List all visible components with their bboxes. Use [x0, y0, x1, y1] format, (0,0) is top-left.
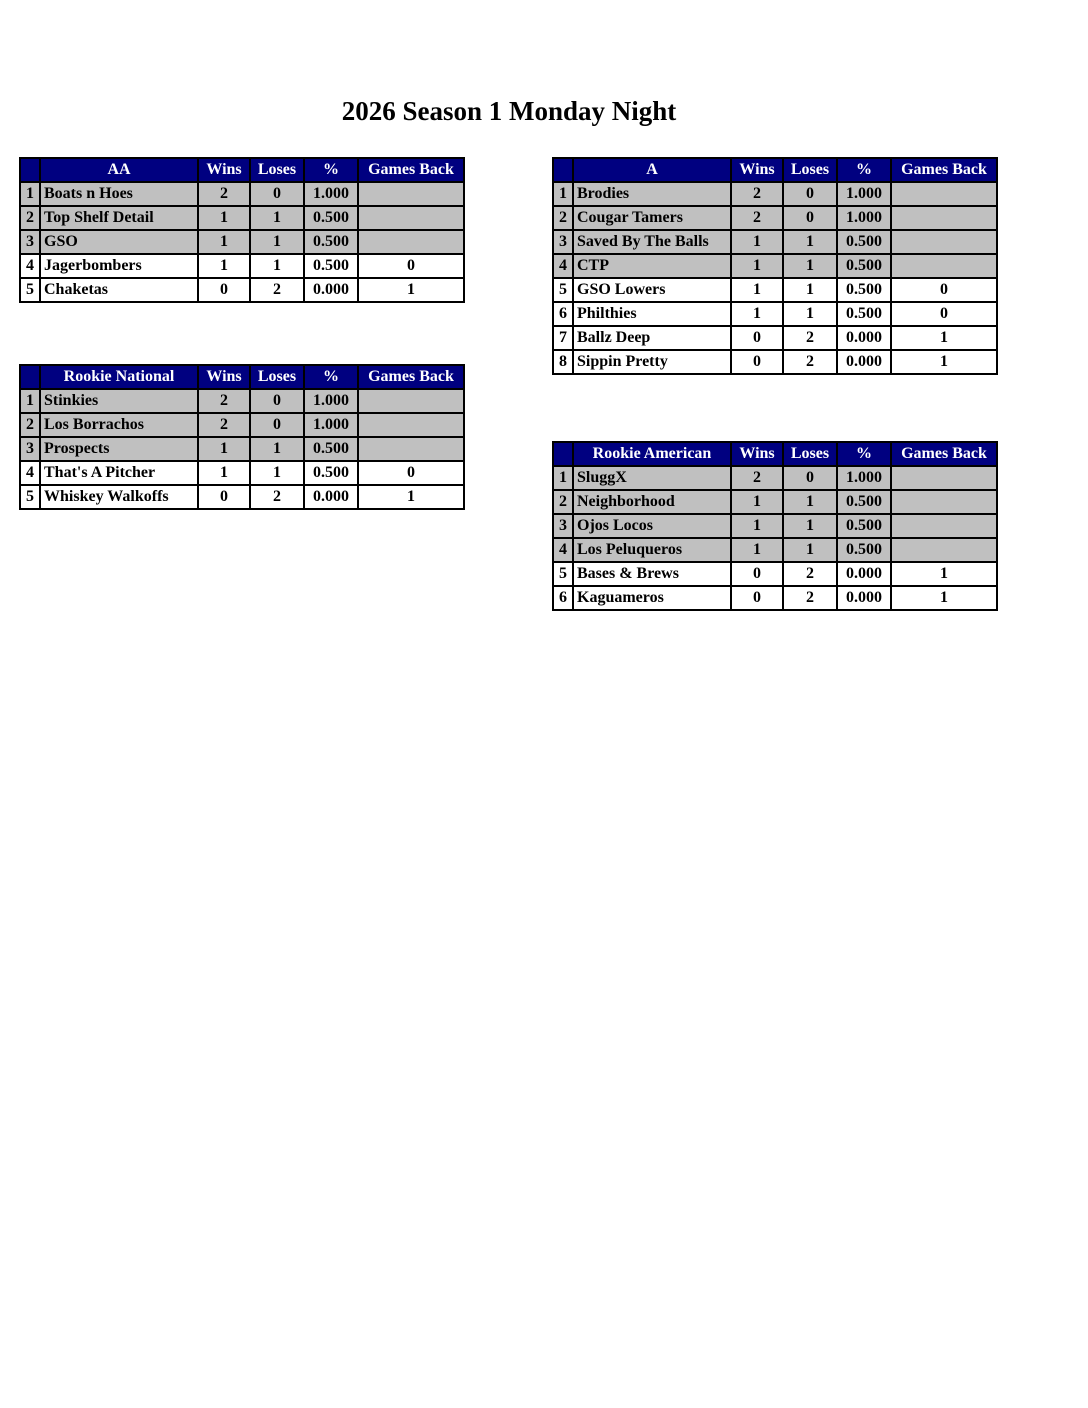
- games-back-cell: [358, 230, 464, 254]
- rank-cell: 5: [20, 278, 40, 302]
- team-name-cell: That's A Pitcher: [40, 461, 198, 485]
- page-title: 2026 Season 1 Monday Night: [341, 96, 677, 126]
- loses-cell: 2: [250, 485, 304, 509]
- team-name-cell: Cougar Tamers: [573, 206, 731, 230]
- table-row: [20, 182, 464, 206]
- wins-cell: 1: [198, 461, 250, 485]
- wins-cell: 1: [731, 230, 783, 254]
- games-back-cell: [891, 206, 997, 230]
- wins-cell: 2: [731, 206, 783, 230]
- table-row: [553, 278, 997, 302]
- loses-cell: 2: [783, 326, 837, 350]
- loses-cell: 2: [250, 278, 304, 302]
- pct-cell: 0.500: [837, 302, 891, 326]
- loses-cell: 1: [783, 230, 837, 254]
- loses-cell: 0: [250, 389, 304, 413]
- rank-cell: 4: [553, 254, 573, 278]
- loses-cell: 1: [250, 230, 304, 254]
- games-back-column-header: Games Back: [358, 365, 464, 389]
- rank-cell: 4: [20, 254, 40, 278]
- table-row: [553, 466, 997, 490]
- rank-cell: 2: [20, 413, 40, 437]
- games-back-cell: 0: [891, 302, 997, 326]
- pct-cell: 1.000: [837, 206, 891, 230]
- rank-cell: 7: [553, 326, 573, 350]
- division-name-header: Rookie American: [573, 442, 731, 466]
- table-row: [20, 485, 464, 509]
- games-back-cell: [891, 254, 997, 278]
- pct-cell: 0.000: [837, 326, 891, 350]
- games-back-cell: [358, 437, 464, 461]
- pct-column-header: %: [304, 365, 358, 389]
- pct-cell: 0.000: [837, 562, 891, 586]
- games-back-cell: 1: [891, 326, 997, 350]
- loses-column-header: Loses: [783, 158, 837, 182]
- loses-column-header: Loses: [250, 158, 304, 182]
- rank-cell: 4: [20, 461, 40, 485]
- games-back-cell: [358, 389, 464, 413]
- loses-cell: 1: [783, 254, 837, 278]
- games-back-cell: 1: [891, 350, 997, 374]
- wins-cell: 1: [731, 490, 783, 514]
- table-row: [553, 182, 997, 206]
- rank-cell: 1: [553, 182, 573, 206]
- pct-cell: 0.500: [304, 461, 358, 485]
- loses-cell: 0: [783, 466, 837, 490]
- rank-cell: 6: [553, 586, 573, 610]
- standings-table-a: [552, 157, 998, 375]
- wins-cell: 2: [198, 413, 250, 437]
- games-back-column-header: Games Back: [891, 442, 997, 466]
- loses-cell: 2: [783, 562, 837, 586]
- wins-cell: 1: [198, 437, 250, 461]
- wins-cell: 0: [731, 562, 783, 586]
- wins-cell: 2: [731, 182, 783, 206]
- wins-cell: 1: [198, 254, 250, 278]
- pct-cell: 0.500: [837, 278, 891, 302]
- pct-cell: 0.500: [837, 490, 891, 514]
- games-back-cell: 1: [891, 586, 997, 610]
- table-row: [20, 413, 464, 437]
- wins-cell: 1: [731, 254, 783, 278]
- wins-column-header: Wins: [731, 158, 783, 182]
- wins-cell: 0: [731, 326, 783, 350]
- loses-cell: 1: [783, 514, 837, 538]
- table-row: [553, 302, 997, 326]
- wins-column-header: Wins: [731, 442, 783, 466]
- pct-column-header: %: [837, 442, 891, 466]
- loses-cell: 2: [783, 586, 837, 610]
- wins-cell: 0: [198, 278, 250, 302]
- loses-cell: 1: [250, 206, 304, 230]
- pct-cell: 0.000: [304, 278, 358, 302]
- loses-cell: 1: [783, 490, 837, 514]
- games-back-cell: [358, 413, 464, 437]
- team-name-cell: Ojos Locos: [573, 514, 731, 538]
- team-name-cell: Jagerbombers: [40, 254, 198, 278]
- wins-cell: 1: [731, 514, 783, 538]
- team-name-cell: Stinkies: [40, 389, 198, 413]
- division-name-header: AA: [40, 158, 198, 182]
- table-header-row: [20, 365, 464, 389]
- loses-column-header: Loses: [250, 365, 304, 389]
- table-row: [20, 461, 464, 485]
- pct-cell: 0.500: [304, 230, 358, 254]
- wins-cell: 2: [731, 466, 783, 490]
- table-row: [553, 586, 997, 610]
- table-row: [553, 230, 997, 254]
- games-back-cell: [891, 538, 997, 562]
- team-name-cell: Boats n Hoes: [40, 182, 198, 206]
- standings-table-aa: [19, 157, 465, 303]
- wins-cell: 0: [198, 485, 250, 509]
- table-header-row: [20, 158, 464, 182]
- rank-cell: 3: [20, 437, 40, 461]
- pct-cell: 0.500: [304, 437, 358, 461]
- games-back-cell: [358, 206, 464, 230]
- pct-cell: 1.000: [304, 389, 358, 413]
- pct-cell: 0.500: [837, 254, 891, 278]
- loses-cell: 2: [783, 350, 837, 374]
- wins-cell: 1: [731, 538, 783, 562]
- games-back-cell: [891, 230, 997, 254]
- rank-cell: 2: [20, 206, 40, 230]
- rank-cell: 5: [20, 485, 40, 509]
- team-name-cell: Ballz Deep: [573, 326, 731, 350]
- games-back-column-header: Games Back: [358, 158, 464, 182]
- pct-column-header: %: [837, 158, 891, 182]
- team-name-cell: Los Borrachos: [40, 413, 198, 437]
- wins-cell: 0: [731, 350, 783, 374]
- team-name-cell: Chaketas: [40, 278, 198, 302]
- games-back-cell: 1: [891, 562, 997, 586]
- team-name-cell: Kaguameros: [573, 586, 731, 610]
- pct-cell: 1.000: [837, 182, 891, 206]
- standings-table-rookie-american: [552, 441, 998, 611]
- team-name-cell: GSO Lowers: [573, 278, 731, 302]
- wins-cell: 1: [731, 302, 783, 326]
- games-back-cell: [891, 490, 997, 514]
- rank-cell: 1: [20, 182, 40, 206]
- wins-cell: 2: [198, 182, 250, 206]
- loses-column-header: Loses: [783, 442, 837, 466]
- team-name-cell: Neighborhood: [573, 490, 731, 514]
- wins-cell: 1: [731, 278, 783, 302]
- games-back-cell: [891, 182, 997, 206]
- rank-cell: 3: [553, 230, 573, 254]
- table-row: [20, 206, 464, 230]
- pct-cell: 0.500: [837, 514, 891, 538]
- pct-cell: 0.000: [837, 586, 891, 610]
- rank-cell: 2: [553, 206, 573, 230]
- table-row: [20, 437, 464, 461]
- wins-cell: 2: [198, 389, 250, 413]
- table-row: [20, 230, 464, 254]
- team-name-cell: Top Shelf Detail: [40, 206, 198, 230]
- wins-cell: 1: [198, 206, 250, 230]
- pct-column-header: %: [304, 158, 358, 182]
- rank-cell: 3: [553, 514, 573, 538]
- team-name-cell: GSO: [40, 230, 198, 254]
- loses-cell: 0: [250, 182, 304, 206]
- pct-cell: 0.500: [837, 538, 891, 562]
- rank-column-header: [20, 158, 40, 182]
- table-row: [553, 326, 997, 350]
- rank-column-header: [553, 158, 573, 182]
- team-name-cell: Bases & Brews: [573, 562, 731, 586]
- pct-cell: 0.000: [837, 350, 891, 374]
- table-row: [20, 389, 464, 413]
- table-row: [553, 490, 997, 514]
- team-name-cell: Sippin Pretty: [573, 350, 731, 374]
- table-row: [553, 254, 997, 278]
- games-back-cell: [891, 466, 997, 490]
- pct-cell: 0.500: [304, 206, 358, 230]
- loses-cell: 1: [250, 254, 304, 278]
- rank-column-header: [553, 442, 573, 466]
- table-row: [20, 278, 464, 302]
- team-name-cell: Los Peluqueros: [573, 538, 731, 562]
- pct-cell: 1.000: [304, 182, 358, 206]
- games-back-cell: [891, 514, 997, 538]
- rank-cell: 3: [20, 230, 40, 254]
- pct-cell: 0.500: [837, 230, 891, 254]
- wins-cell: 0: [731, 586, 783, 610]
- rank-cell: 1: [20, 389, 40, 413]
- pct-cell: 0.500: [304, 254, 358, 278]
- games-back-cell: [358, 182, 464, 206]
- pct-cell: 1.000: [304, 413, 358, 437]
- team-name-cell: SluggX: [573, 466, 731, 490]
- pct-cell: 1.000: [837, 466, 891, 490]
- loses-cell: 0: [783, 182, 837, 206]
- games-back-cell: 0: [891, 278, 997, 302]
- division-name-header: Rookie National: [40, 365, 198, 389]
- table-row: [553, 562, 997, 586]
- games-back-cell: 1: [358, 278, 464, 302]
- rank-cell: 5: [553, 278, 573, 302]
- team-name-cell: Saved By The Balls: [573, 230, 731, 254]
- loses-cell: 1: [250, 461, 304, 485]
- standings-table-rookie-national: [19, 364, 465, 510]
- team-name-cell: Brodies: [573, 182, 731, 206]
- table-row: [553, 538, 997, 562]
- division-name-header: A: [573, 158, 731, 182]
- games-back-column-header: Games Back: [891, 158, 997, 182]
- table-header-row: [553, 158, 997, 182]
- rank-column-header: [20, 365, 40, 389]
- rank-cell: 1: [553, 466, 573, 490]
- rank-cell: 8: [553, 350, 573, 374]
- loses-cell: 1: [783, 538, 837, 562]
- games-back-cell: 0: [358, 461, 464, 485]
- team-name-cell: CTP: [573, 254, 731, 278]
- rank-cell: 2: [553, 490, 573, 514]
- games-back-cell: 1: [358, 485, 464, 509]
- wins-column-header: Wins: [198, 158, 250, 182]
- games-back-cell: 0: [358, 254, 464, 278]
- team-name-cell: Whiskey Walkoffs: [40, 485, 198, 509]
- table-row: [553, 350, 997, 374]
- table-row: [553, 206, 997, 230]
- loses-cell: 1: [783, 302, 837, 326]
- wins-cell: 1: [198, 230, 250, 254]
- team-name-cell: Philthies: [573, 302, 731, 326]
- table-header-row: [553, 442, 997, 466]
- wins-column-header: Wins: [198, 365, 250, 389]
- loses-cell: 1: [783, 278, 837, 302]
- loses-cell: 0: [250, 413, 304, 437]
- pct-cell: 0.000: [304, 485, 358, 509]
- table-row: [20, 254, 464, 278]
- loses-cell: 1: [250, 437, 304, 461]
- loses-cell: 0: [783, 206, 837, 230]
- rank-cell: 6: [553, 302, 573, 326]
- rank-cell: 5: [553, 562, 573, 586]
- team-name-cell: Prospects: [40, 437, 198, 461]
- rank-cell: 4: [553, 538, 573, 562]
- table-row: [553, 514, 997, 538]
